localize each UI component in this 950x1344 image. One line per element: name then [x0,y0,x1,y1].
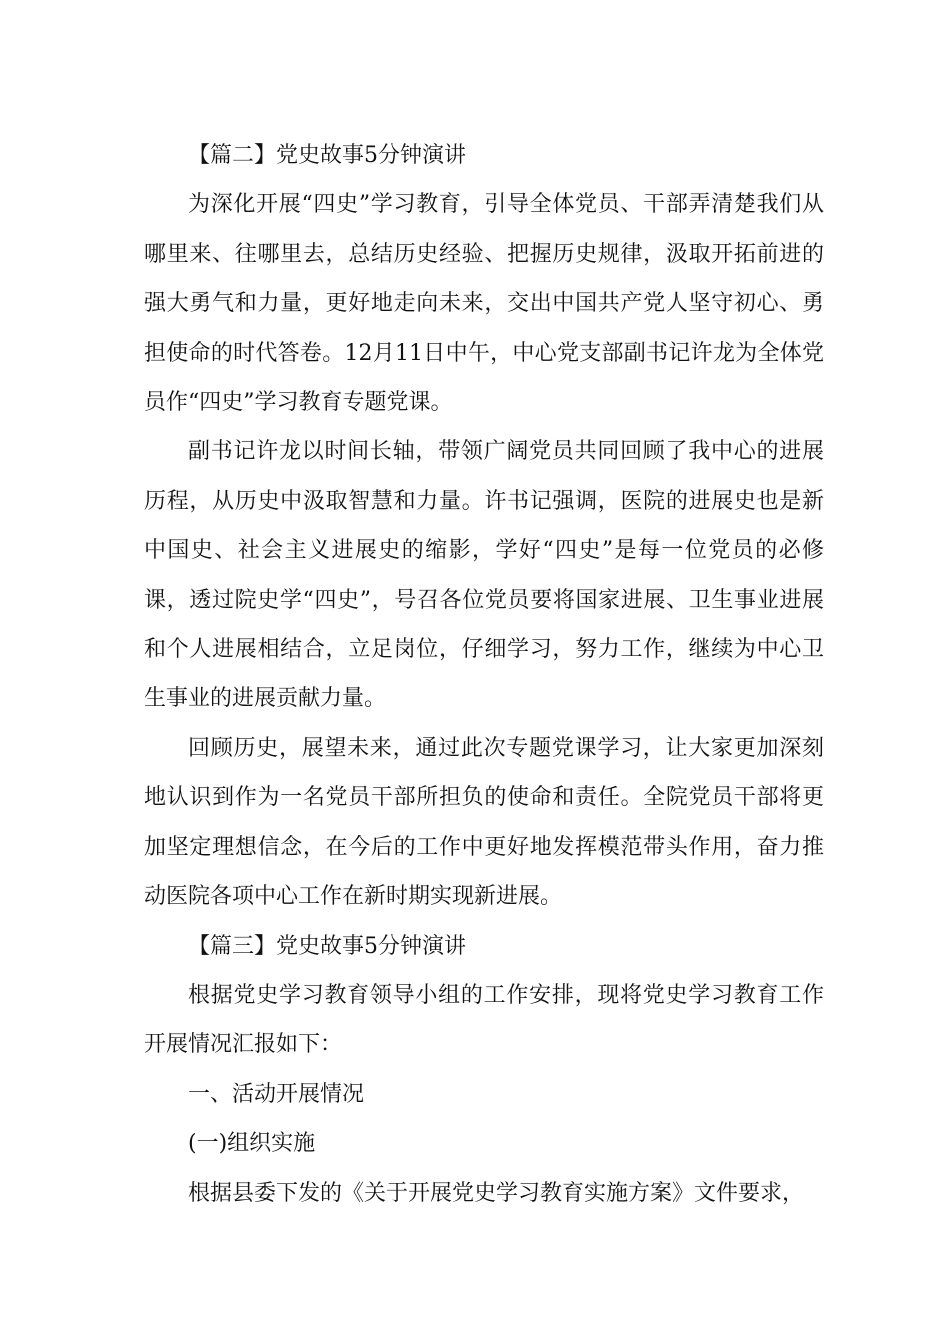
paragraph-outlook: 回顾历史，展望未来，通过此次专题党课学习，让大家更加深刻地认识到作为一名党员干部所担负的使命和责任。全院党员干部将更加坚定理想信念，在今后的工作中更好地发挥模范带头作用，奋力推动医院各项中心工作在新时期实现新进展。 [144,735,824,910]
paragraph-intro: 为深化开展“四史”学习教育，引导全体党员、干部弄清楚我们从哪里来、往哪里去，总结历史经验、把握历史规律，汲取开拓前进的强大勇气和力量，更好地走向未来，交出中国共产党人坚守初心、勇担使命的时代答卷。12月11日中午，中心党支部副书记许龙为全体党员作“四史”学习教育专题党课。 [144,192,824,416]
subsection-heading-organization: (一)组织实施 [188,1131,316,1157]
heading-part-three: 【篇三】党史故事5分钟演讲 [188,933,466,959]
heading-part-two: 【篇二】党史故事5分钟演讲 [188,143,466,168]
paragraph-report-intro: 根据党史学习教育领导小组的工作安排，现将党史学习教育工作开展情况汇报如下： [144,982,824,1058]
paragraph-county-directive: 根据县委下发的《关于开展党史学习教育实施方案》文件要求， [188,1180,805,1206]
section-heading-activities: 一、活动开展情况 [188,1081,365,1107]
document-body [144,131,824,1218]
paragraph-history-review: 副书记许龙以时间长轴，带领广阔党员共同回顾了我中心的进展历程，从历史中汲取智慧和力量。许书记强调，医院的进展史也是新中国史、社会主义进展史的缩影，学好“四史”是每一位党员的必修课，透过院史学“四史”，号召各位党员要将国家进展、卫生事业进展和个人进展相结合，立足岗位，仔细学习，努力工作，继续为中心卫生事业的进展贡献力量。 [144,439,824,712]
